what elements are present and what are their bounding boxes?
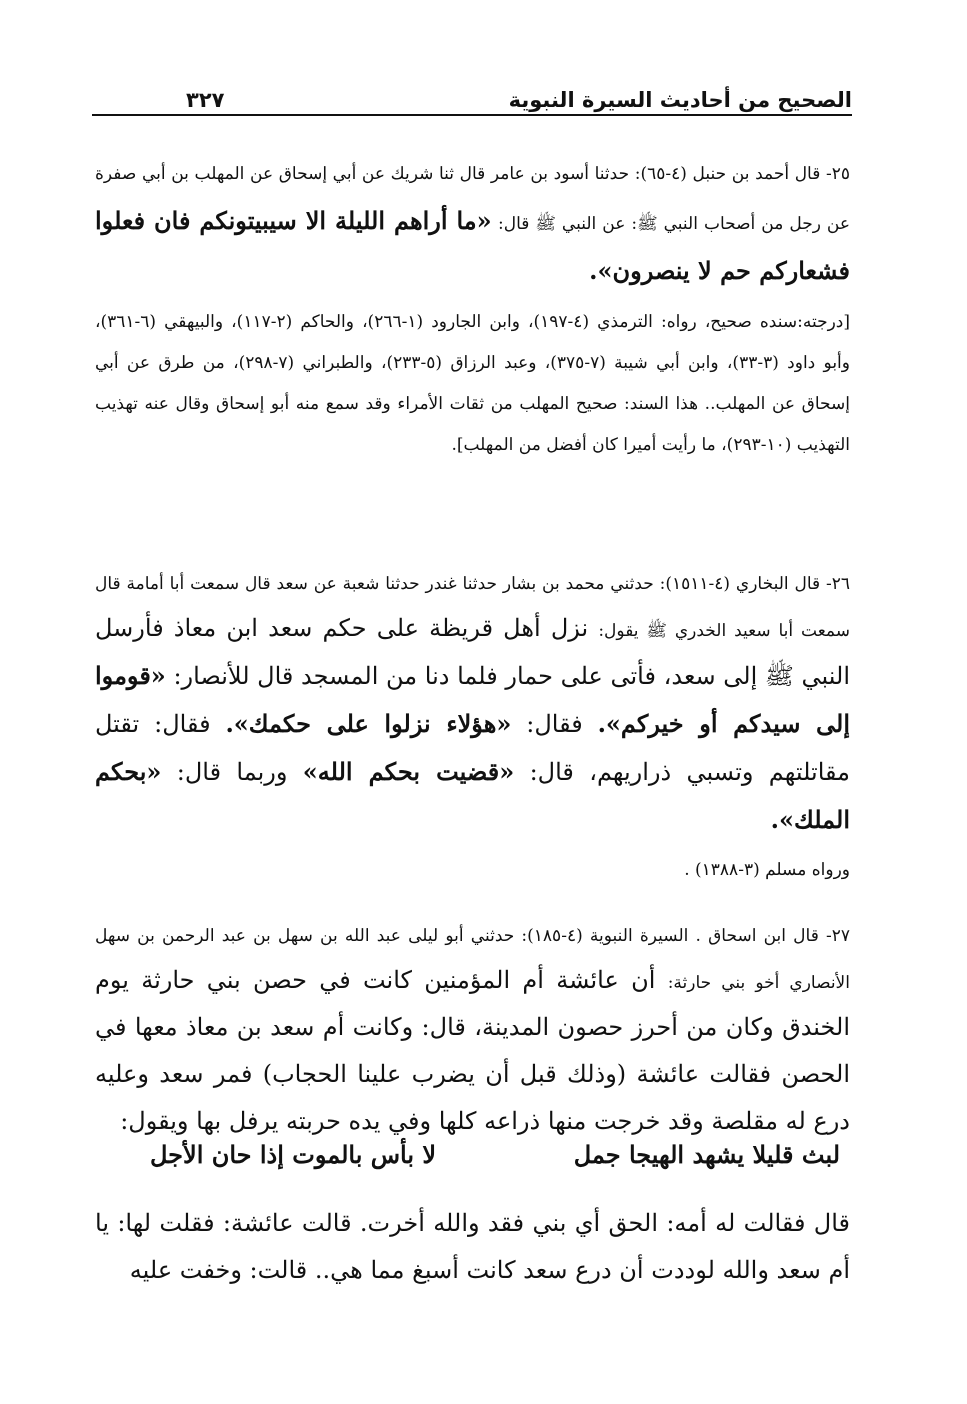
hadith-26-quote-4: «بحكم الملك».	[95, 757, 850, 834]
header-rule	[92, 114, 852, 116]
grading-25: [درجته:سنده صحيح، رواه: الترمذي (٤-١٩٧)، وابن الجارود (١-٢٦٦)، والحاكم (٢-١١٧)، والبيهقي (٦-٣٦١)، وأبو داود (٣-٣٣)، وابن أبي شيبة (٧-٣٧٥)، وعبد الرزاق (٥-٢٣٣)، والطبراني (٧-٢٩٨)، من طرق عن أبي إسحاق عن المهلب.. هذا السند: صحيح المهلب من ثقات الأمراء وقد سمع منه أبو إسحاق وقال عنه تهذيب التهذيب (١٠-٢٩٣)، ما رأيت أميرا كان أفضل من المهلب].	[95, 312, 850, 455]
poetry-verse	[140, 1140, 840, 1190]
hadith-26-body-1: نزل أهل قريظة على حكم سعد ابن معاذ فأرسل النبي ﷺ إلى سعد، فأتى على حمار فلما دنا من المسجد قال للأنصار:	[95, 614, 850, 690]
hadith-26-body-4: وربما قال:	[176, 758, 288, 786]
hadith-25	[95, 150, 850, 297]
muslim-reference: ورواه مسلم (٣-١٣٨٨) .	[684, 860, 850, 880]
hadith-26	[95, 558, 850, 844]
hadith-27	[95, 910, 850, 1145]
hadith-26-quote-3: «قضيت بحكم الله»	[302, 757, 515, 786]
hadith-26-body-3: فقال: تقتل مقاتلتهم وتسبي ذراريهم، قال:	[95, 710, 851, 786]
hadith-27-body: أن عائشة أم المؤمنين كانت في حصن بني حارثة يوم الخندق وكان من أحرز حصون المدينة، قال: وكانت أم سعد بن معاذ معها في الحصن فقالت عائشة (وذلك قبل أن يضرب علينا الحجاب) فمر سعد وعليه درع له مقلصة وقد خرجت منها ذراعه كلها وفي يده حربته يرفل بها ويقول:	[95, 966, 851, 1135]
running-header	[92, 82, 852, 116]
hadith-26-intro: ٢٦- قال البخاري (٤-١٥١١): حدثني محمد بن بشار حدثنا غندر حدثنا شعبة عن سعد قال سمعت أبا أمامة قال سمعت أبا سعيد الخدري ﷺ يقول:	[95, 574, 851, 641]
hadith-25-quote: «ما أراهم الليلة الا سيبيتونكم فان فعلوا فشعاركم حم لا ينصرون».	[95, 206, 850, 285]
hadith-26-quote-1: «قوموا إلى سيدكم أو خيركم».	[95, 661, 850, 738]
hadith-26-body-2: فقال:	[526, 710, 583, 738]
verse-first-hemistich: لبث قليلا يشهد الهيجا جمل	[573, 1140, 840, 1169]
hadith-27-intro: ٢٧- قال ابن اسحاق . السيرة النبوية (٤-١٨٥): حدثني أبو ليلى عبد الله بن سهل بن عبد الرحمن بن سهل الأنصاري أخو بني حارثة:	[95, 926, 850, 993]
header-title: الصحيح من أحاديث السيرة النبوية	[501, 88, 852, 112]
closing-paragraph: قال فقالت له أمه: الحق أي بني فقد والله أخرت. قالت عائشة: فقلت لها: يا أم سعد والله لوددت أن درع سعد كانت أسبغ مما هي.. قالت: وخفت عليه	[95, 1209, 850, 1284]
hadith-25-intro: ٢٥- قال أحمد بن حنبل (٤-٦٥): حدثنا أسود بن عامر قال ثنا شريك عن أبي إسحاق عن المهلب بن أبي صفرة عن رجل من أصحاب النبي ﷺ: عن النبي ﷺ قال:	[95, 164, 851, 234]
page-number: ٣٢٧	[178, 88, 232, 112]
verse-second-hemistich: لا بأس بالموت إذا حان الأجل	[150, 1140, 437, 1169]
hadith-26-quote-2: «هؤلاء نزلوا على حكمك».	[225, 709, 512, 738]
